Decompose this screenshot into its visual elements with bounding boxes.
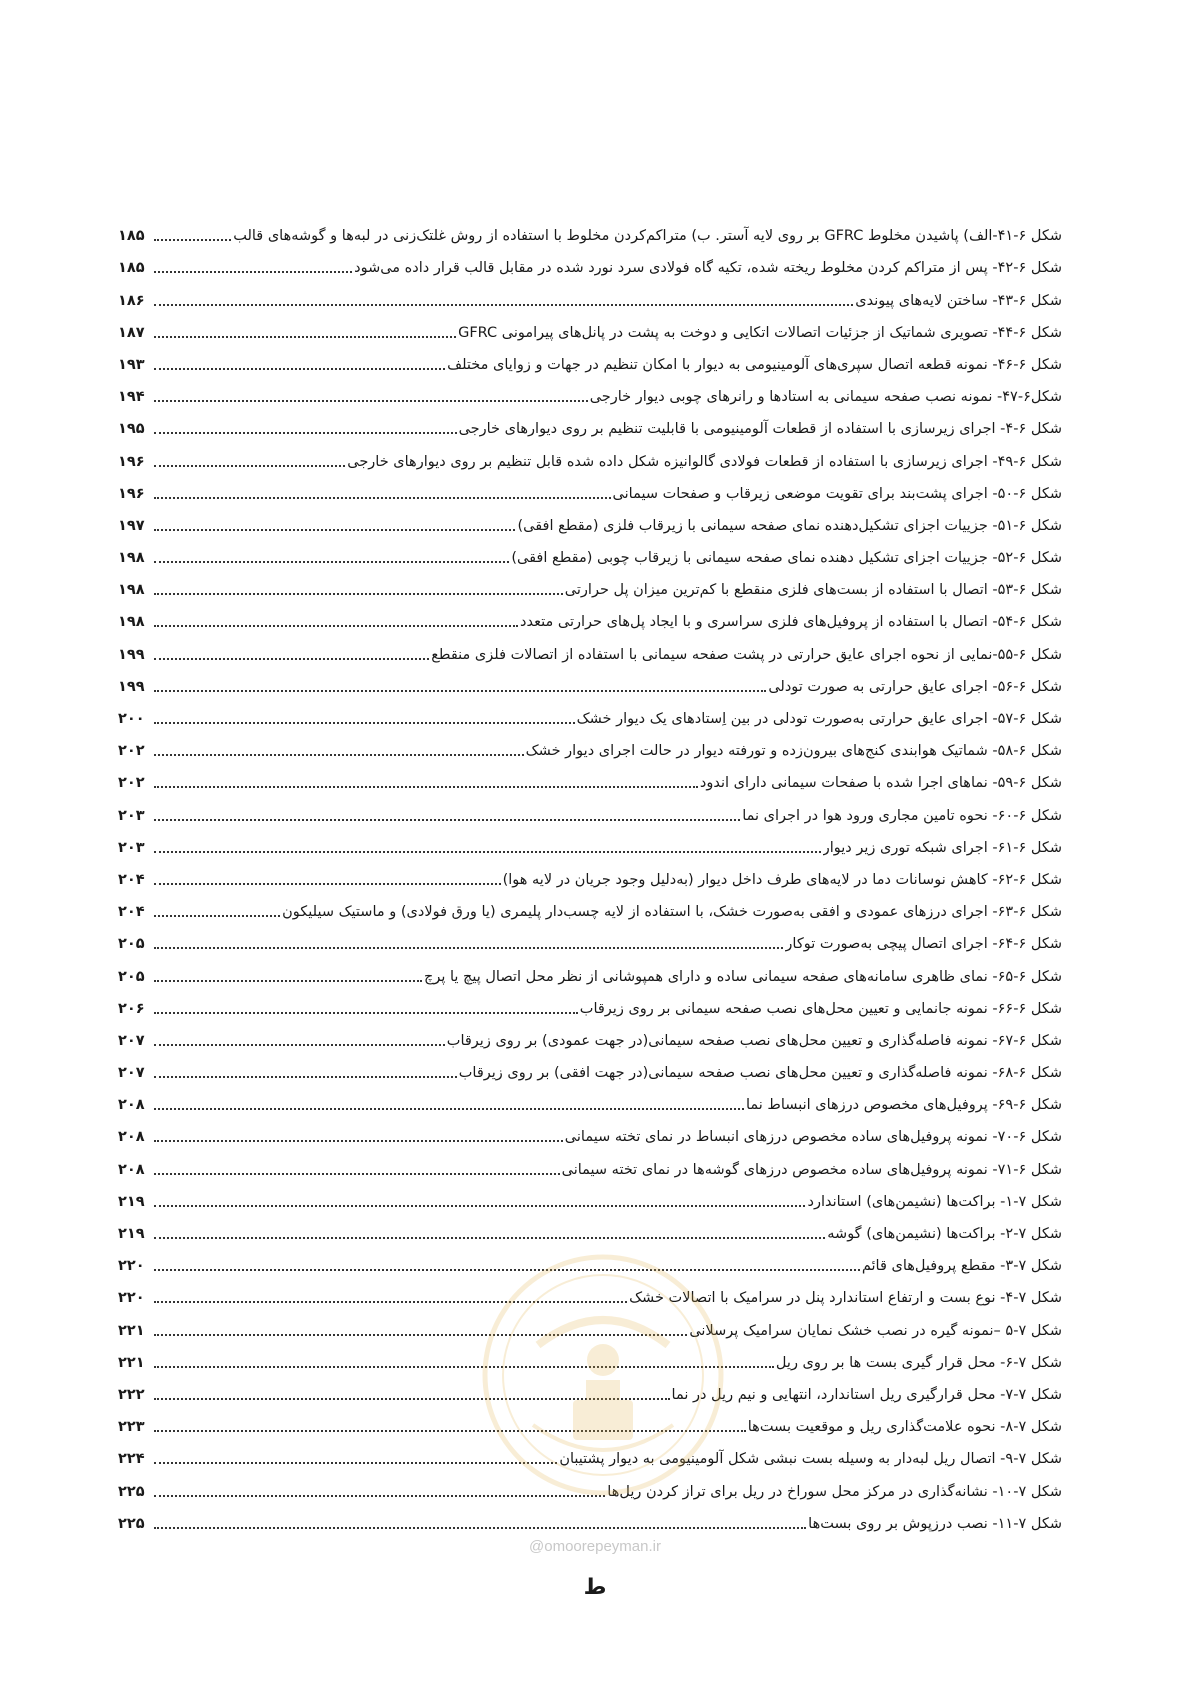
- dot-leader: [154, 1108, 744, 1110]
- toc-entry-title: شکل ۶-۴- اجرای زیرسازی با استفاده از قطعات آلومینیومی با قابلیت تنظیم بر روی دیوارهای خارجی: [458, 421, 1062, 438]
- toc-entry-page: ۲۰۵: [118, 968, 145, 985]
- toc-entry: [118, 246, 1062, 278]
- toc-entry-title: شکل ۶-۶۷- نمونه فاصله‌گذاری و تعیین محل‌های نصب صفحه سیمانی(در جهت عمودی) بر روی زیرقاب: [446, 1032, 1062, 1049]
- toc-entry-page: ۲۰۲: [118, 743, 145, 760]
- toc-entry-page: ۱۹۶: [118, 453, 145, 470]
- toc-entry-page: ۲۲۲: [118, 1386, 145, 1403]
- toc-entry-title: شکل ۶-۶۵- نمای ظاهری سامانه‌های صفحه سیمانی ساده و دارای همپوشانی از نظر محل اتصال پیچ یا پرچ: [423, 968, 1062, 985]
- toc-entry-title: شکل ۷-۲- براکت‌ها (نشیمن‌های) گوشه: [827, 1226, 1062, 1242]
- toc-entry-title: شکل ۶-۵۶- اجرای عایق حرارتی به صورت تودلی: [768, 678, 1062, 695]
- toc-entry-title: شکل ۶-۷۱- نمونه پروفیل‌های ساده مخصوص درزهای گوشه‌ها در نمای تخته سیمانی: [561, 1161, 1062, 1178]
- toc-entry: [118, 826, 1062, 858]
- toc-entry: [118, 214, 1062, 246]
- toc-entry: [118, 632, 1062, 664]
- toc-entry-page: ۲۰۵: [118, 936, 145, 953]
- toc-entry-page: ۱۹۹: [118, 678, 145, 695]
- toc-entry: [118, 1083, 1062, 1115]
- toc-entry-title: شکل ۶-۴۶- نمونه قطعه اتصال سپری‌های آلومینیومی به دیوار با امکان تنظیم در جهات و زوایای مختلف: [447, 356, 1062, 373]
- dot-leader: [154, 786, 698, 788]
- toc-entry: [118, 278, 1062, 310]
- toc-entry-title: شکل ۶-۴۲- پس از متراکم کردن مخلوط ریخته شده، تکیه گاه فولادی سرد نورد شده در مقابل قالب قرار داده می‌شود: [354, 260, 1062, 277]
- toc-entry-title: شکل ۶-۴۹- اجرای زیرسازی با استفاده از قطعات فولادی گالوانیزه شکل داده شده قابل تنظیم بر روی دیوارهای خارجی: [347, 453, 1062, 470]
- toc-entry-title: شکل ۶-۶۸- نمونه فاصله‌گذاری و تعیین محل‌های نصب صفحه سیمانی(در جهت افقی) بر روی زیرقاب: [458, 1065, 1062, 1082]
- toc-entry-page: ۱۸۶: [118, 292, 145, 309]
- toc-entry-title: شکل ۷-۴- نوع بست و ارتفاع استاندارد پنل در سرامیک با اتصالات خشک: [629, 1290, 1062, 1307]
- toc-entry-title: شکل ۷-۶- محل قرار گیری بست ها بر روی ریل: [775, 1354, 1062, 1371]
- toc-entry-page: ۱۹۹: [118, 646, 145, 663]
- toc-entry: [118, 1051, 1062, 1083]
- toc-entry: [118, 504, 1062, 536]
- dot-leader: [154, 690, 766, 692]
- toc-entry-title: شکل ۶-۵۰- اجرای پشت‌بند برای تقویت موضعی زیرقاب و صفحات سیمانی: [612, 485, 1062, 502]
- toc-entry-title: شکل ۷-۸- نحوه علامت‌گذاری ریل و موقعیت بست‌ها: [747, 1419, 1062, 1436]
- toc-entry-title: شکل ۷-۹- اتصال ریل لبه‌دار به وسیله بست نبشی شکل آلومینیومی به دیوار پشتیبان: [559, 1451, 1062, 1468]
- publisher-seal-logo-icon: [478, 1250, 728, 1500]
- toc-entry-page: ۱۹۸: [118, 582, 145, 599]
- dot-leader: [154, 947, 783, 949]
- toc-entry-title: شکل ۶-۶۱- اجرای شبکه توری زیر دیوار: [822, 839, 1062, 856]
- toc-entry-title: شکل ۷-۱۰- نشانه‌گذاری در مرکز محل سوراخ در ریل برای تراز کردن ریل‌ها: [607, 1483, 1062, 1500]
- toc-entry: [118, 407, 1062, 439]
- dot-leader: [154, 1237, 825, 1239]
- toc-entry: [118, 439, 1062, 471]
- page-number: ط: [583, 1575, 607, 1600]
- toc-entry: [118, 729, 1062, 761]
- dot-leader: [154, 1044, 445, 1046]
- dot-leader: [154, 368, 445, 370]
- dot-leader: [154, 1205, 805, 1207]
- toc-entry-page: ۲۰۷: [118, 1065, 145, 1082]
- toc-entry-page: ۲۰۴: [118, 871, 145, 888]
- toc-entry: [118, 1180, 1062, 1212]
- dot-leader: [154, 1076, 457, 1078]
- toc-entry-page: ۲۰۷: [118, 1032, 145, 1049]
- toc-entry: [118, 665, 1062, 697]
- toc-entry-page: ۱۹۳: [118, 356, 145, 373]
- toc-entry-title: شکل ۶-۴۱-الف) پاشیدن مخلوط GFRC بر روی لایه آستر. ب) متراکم‌کردن مخلوط با استفاده از روش غلتک‌زنی در لبه‌ها و گوشه‌های قالب: [233, 228, 1062, 245]
- toc-entry-page: ۱۹۸: [118, 550, 145, 567]
- toc-entry-title: شکل ۶-۴۴- تصویری شماتیک از جزئیات اتصالات اتکایی و دوخت به پشت در پانل‌های پیرامونی GFRC: [458, 324, 1062, 341]
- toc-entry-page: ۱۹۶: [118, 485, 145, 502]
- toc-entry: [118, 600, 1062, 632]
- toc-entry: [118, 697, 1062, 729]
- toc-entry-page: ۲۱۹: [118, 1226, 145, 1242]
- toc-entry-page: ۱۹۷: [118, 517, 145, 534]
- toc-entry-title: شکل ۶-۵۳- اتصال با استفاده از بست‌های فلزی منقطع با کم‌ترین میزان پل حرارتی: [564, 582, 1062, 599]
- toc-entry-page: ۱۹۸: [118, 614, 145, 631]
- toc-entry: [118, 311, 1062, 343]
- dot-leader: [154, 239, 231, 241]
- dot-leader: [154, 400, 588, 402]
- toc-entry: [118, 793, 1062, 825]
- toc-entry-title: شکل ۷-۷- محل قرارگیری ریل استاندارد، انتهایی و نیم ریل در نما: [671, 1386, 1062, 1403]
- toc-entry-title: شکل ۷-۱۱- نصب درزپوش بر روی بست‌ها: [808, 1515, 1062, 1532]
- toc-entry-title: شکل ۷-۱- براکت‌ها (نشیمن‌های) استاندارد: [807, 1193, 1062, 1210]
- toc-entry-page: ۲۰۳: [118, 807, 145, 824]
- toc-entry-page: ۲۲۳: [118, 1419, 145, 1436]
- toc-entry: [118, 1019, 1062, 1051]
- toc-entry-page: ۲۰۸: [118, 1129, 145, 1146]
- toc-entry-page: ۲۰۲: [118, 775, 145, 792]
- toc-entry-page: ۲۲۱: [118, 1354, 145, 1371]
- toc-entry-page: ۲۰۴: [118, 904, 145, 921]
- toc-entry: [118, 472, 1062, 504]
- toc-entry-title: شکل ۶-۵۱- جزییات اجزای تشکیل‌دهنده نمای صفحه سیمانی با زیرقاب فلزی (مقطع افقی): [517, 517, 1062, 534]
- toc-entry-title: شکل ۶-۶۶- نمونه جانمایی و تعیین محل‌های نصب صفحه سیمانی بر روی زیرقاب: [579, 1000, 1062, 1017]
- dot-leader: [154, 271, 352, 273]
- dot-leader: [154, 529, 515, 531]
- dot-leader: [154, 658, 429, 660]
- dot-leader: [154, 722, 575, 724]
- toc-entry-page: ۱۹۴: [118, 389, 145, 406]
- toc-entry: [118, 922, 1062, 954]
- toc-entry-title: شکل۶-۴۷- نمونه نصب صفحه سیمانی به استادها و رانرهای چوبی دیوار خارجی: [589, 389, 1062, 406]
- toc-entry: [118, 858, 1062, 890]
- dot-leader: [154, 336, 456, 338]
- toc-entry-page: ۲۲۴: [118, 1451, 145, 1468]
- dot-leader: [154, 432, 457, 434]
- toc-entry-title: شکل ۶-۵۴- اتصال با استفاده از پروفیل‌های فلزی سراسری و با ایجاد پل‌های حرارتی متعدد: [520, 614, 1062, 631]
- toc-entry-page: ۲۰۶: [118, 1000, 145, 1017]
- toc-entry-title: شکل ۶-۶۴- اجرای اتصال پیچی به‌صورت توکار: [785, 936, 1062, 953]
- toc-entry: [118, 987, 1062, 1019]
- toc-entry-title: شکل ۶-۵۹- نماهای اجرا شده با صفحات سیمانی دارای اندود: [699, 775, 1062, 792]
- dot-leader: [154, 561, 509, 563]
- dot-leader: [154, 883, 501, 885]
- toc-entry: [118, 343, 1062, 375]
- toc-entry-title: شکل ۶-۷۰- نمونه پروفیل‌های ساده مخصوص درزهای انبساط در نمای تخته سیمانی: [564, 1129, 1062, 1146]
- toc-entry-title: شکل ۶-۶۳- اجرای درزهای عمودی و افقی به‌صورت خشک، با استفاده از لایه چسب‌دار پلیمری (یا ورق فولادی) و ماستیک سیلیکون: [282, 904, 1062, 921]
- dot-leader: [154, 1012, 578, 1014]
- toc-entry: [118, 1212, 1062, 1244]
- toc-entry-page: ۱۸۵: [118, 260, 145, 277]
- toc-entry: [118, 890, 1062, 922]
- dot-leader: [154, 1527, 806, 1529]
- toc-entry-page: ۲۲۰: [118, 1290, 145, 1307]
- toc-entry-title: شکل ۶-۴۳- ساختن لایه‌های پیوندی: [855, 292, 1062, 309]
- toc-entry-title: شکل ۶-۶۰- نحوه تامین مجاری ورود هوا در اجرای نما: [742, 807, 1062, 824]
- dot-leader: [154, 851, 821, 853]
- toc-entry-page: ۲۰۸: [118, 1161, 145, 1178]
- toc-entry-title: شکل ۷-۳- مقطع پروفیل‌های قائم: [861, 1258, 1062, 1275]
- dot-leader: [154, 465, 345, 467]
- toc-entry-title: شکل ۶-۶۹- پروفیل‌های مخصوص درزهای انبساط نما: [745, 1097, 1062, 1114]
- dot-leader: [154, 915, 280, 917]
- watermark-url: @omoorepeyman.ir: [529, 1538, 661, 1555]
- toc-entry-page: ۲۰۰: [118, 711, 145, 727]
- toc-entry-title: شکل ۶-۵۸- شماتیک هوابندی کنج‌های بیرون‌زده و تورفته دیوار در حالت اجرای دیوار خشک: [525, 743, 1062, 760]
- toc-entry: [118, 536, 1062, 568]
- toc-entry-title: شکل ۶-۵۵-نمایی از نحوه اجرای عایق حرارتی در پشت صفحه سیمانی با استفاده از اتصالات فلزی منقطع: [431, 646, 1062, 663]
- dot-leader: [154, 754, 524, 756]
- toc-entry-page: ۱۸۷: [118, 324, 145, 341]
- toc-entry-title: شکل ۶-۵۷- اجرای عایق حرارتی به‌صورت تودلی در بین اِستادهای یک دیوار خشک: [576, 711, 1062, 727]
- toc-entry: [118, 761, 1062, 793]
- toc-entry-page: ۱۹۵: [118, 421, 145, 438]
- toc-entry: [118, 954, 1062, 986]
- toc-entry-page: ۲۲۵: [118, 1483, 145, 1500]
- dot-leader: [154, 593, 563, 595]
- toc-entry-title: شکل ۶-۵۲- جزییات اجزای تشکیل دهنده نمای صفحه سیمانی با زیرقاب چوبی (مقطع افقی): [511, 550, 1062, 567]
- toc-entry-page: ۲۱۹: [118, 1193, 145, 1210]
- toc-entry-title: شکل ۷-۵ –نمونه گیره در نصب خشک نمایان سرامیک پرسلانی: [689, 1322, 1062, 1339]
- toc-entry-title: شکل ۶-۶۲- کاهش نوسانات دما در لایه‌های طرف داخل دیوار (به‌دلیل وجود جریان در لایه هوا): [502, 871, 1062, 888]
- toc-entry-page: ۲۰۸: [118, 1097, 145, 1114]
- dot-leader: [154, 1140, 563, 1142]
- toc-entry: [118, 375, 1062, 407]
- toc-entry-page: ۲۲۱: [118, 1322, 145, 1339]
- toc-entry: [118, 1115, 1062, 1147]
- toc-entry: [118, 568, 1062, 600]
- toc-entry-page: ۲۲۰: [118, 1258, 145, 1275]
- toc-entry-page: ۲۰۳: [118, 839, 145, 856]
- dot-leader: [154, 819, 740, 821]
- dot-leader: [154, 497, 611, 499]
- toc-entry: [118, 1147, 1062, 1179]
- dot-leader: [154, 1173, 560, 1175]
- dot-leader: [154, 980, 422, 982]
- toc-entry-page: ۲۲۵: [118, 1515, 145, 1532]
- dot-leader: [154, 304, 853, 306]
- toc-entry: [118, 1502, 1062, 1534]
- dot-leader: [154, 625, 518, 627]
- toc-entry-page: ۱۸۵: [118, 228, 145, 245]
